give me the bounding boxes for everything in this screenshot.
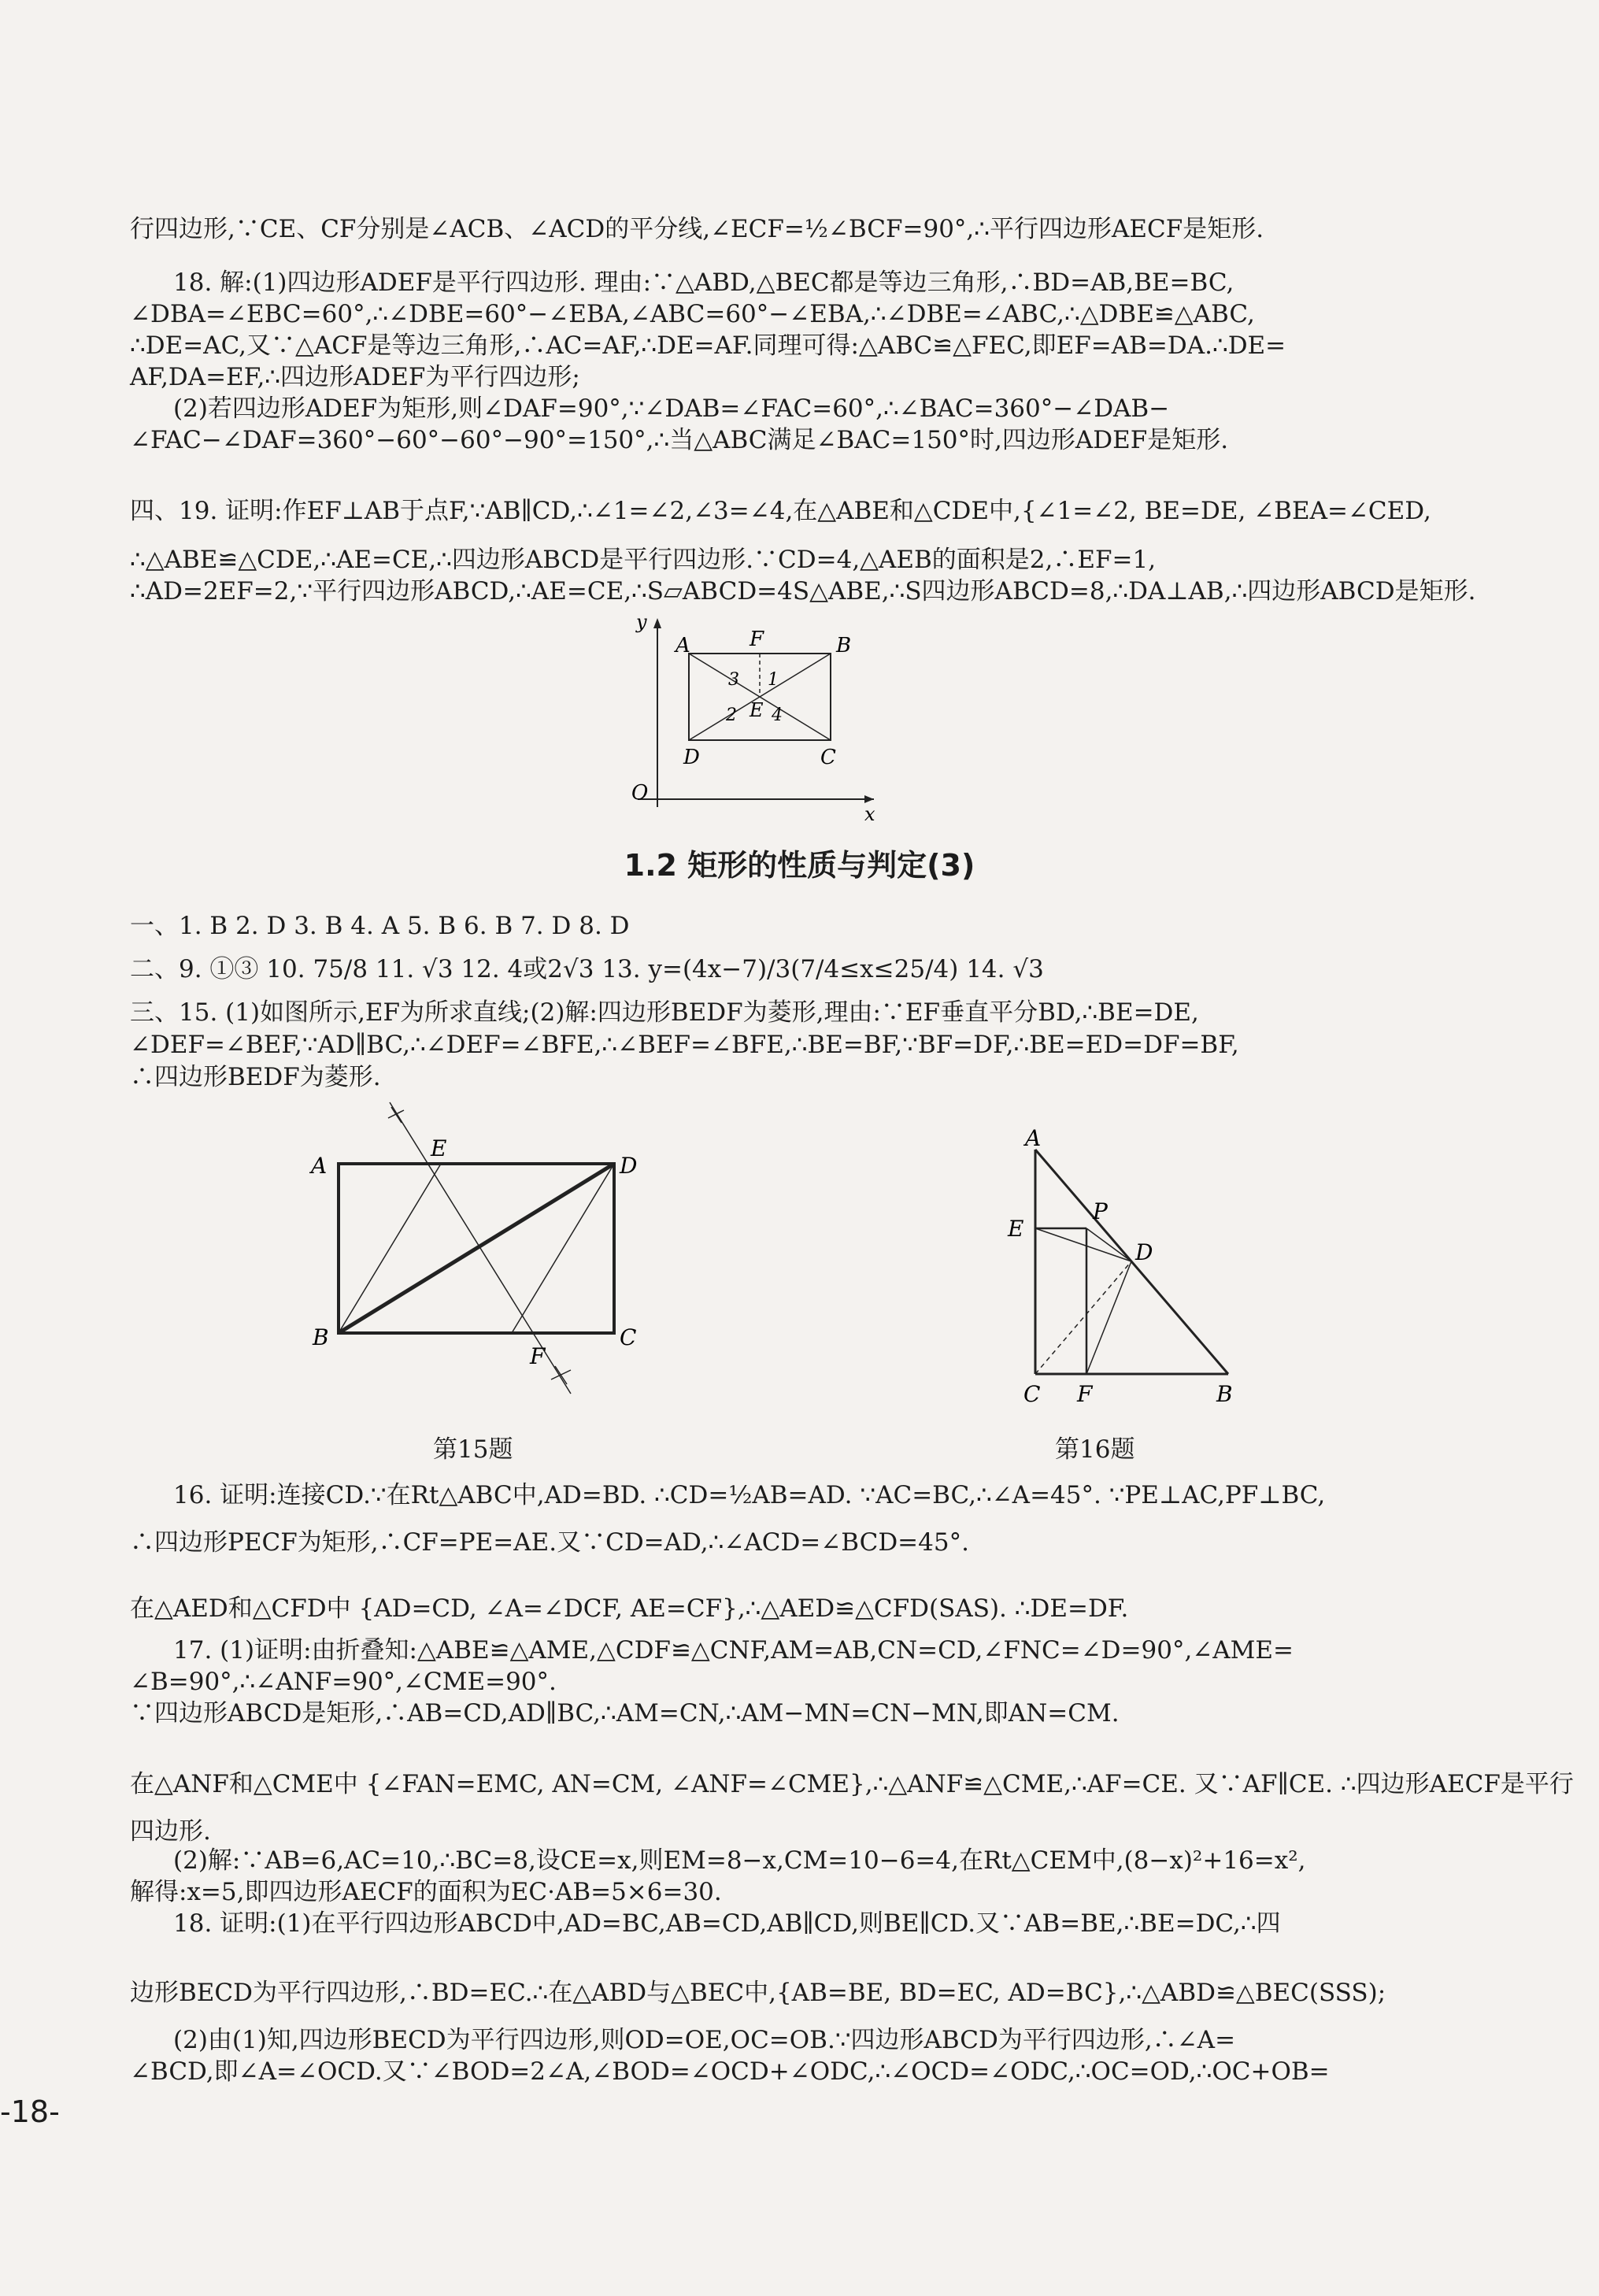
text-line: 18. 证明:(1)在平行四边形ABCD中,AD=BC,AB=CD,AB∥CD,则BE∥CD.又∵AB=BE,∴BE=DC,∴四 (173, 1909, 1281, 1938)
label-D: D (683, 746, 700, 769)
text-line: 四边形. (130, 1817, 211, 1846)
text-line: ∠DBA=∠EBC=60°,∴∠DBE=60°−∠EBA,∠ABC=60°−∠EBA,∴∠DBE=∠ABC,∴△DBE≌△ABC, (130, 300, 1255, 328)
text-line: ∴四边形PECF为矩形,∴CF=PE=AE.又∵CD=AD,∴∠ACD=∠BCD=45°. (130, 1528, 969, 1557)
label-C: C (1023, 1381, 1041, 1407)
text-line: 四、19. 证明:作EF⊥AB于点F,∵AB∥CD,∴∠1=∠2,∠3=∠4,在△ABE和△CDE中,{∠1=∠2, BE=DE, ∠BEA=∠CED, (130, 497, 1431, 525)
label-A: A (676, 634, 690, 657)
text-line: 在△AED和△CFD中 {AD=CD, ∠A=∠DCF, AE=CF},∴△AED≌△CFD(SAS). ∴DE=DF. (130, 1594, 1129, 1623)
text-line: AF,DA=EF,∴四边形ADEF为平行四边形; (130, 363, 580, 391)
label-4: 4 (772, 705, 783, 725)
text-line: 一、1. B 2. D 3. B 4. A 5. B 6. B 7. D 8. D (130, 912, 630, 940)
label-B: B (1216, 1381, 1233, 1407)
text-line: ∴△ABE≌△CDE,∴AE=CE,∴四边形ABCD是平行四边形.∵CD=4,△AEB的面积是2,∴EF=1, (130, 546, 1157, 574)
caption-fig15: 第15题 (433, 1435, 513, 1464)
text-line: 行四边形,∵CE、CF分别是∠ACB、∠ACD的平分线,∠ECF=½∠BCF=90°,∴平行四边形AECF是矩形. (130, 215, 1264, 243)
text-line: (2)解:∵AB=6,AC=10,∴BC=8,设CE=x,则EM=8−x,CM=10−6=4,在Rt△CEM中,(8−x)²+16=x², (173, 1846, 1306, 1875)
text-line: ∠B=90°,∴∠ANF=90°,∠CME=90°. (130, 1668, 557, 1696)
text-line: ∵四边形ABCD是矩形,∴AB=CD,AD∥BC,∴AM=CN,∴AM−MN=CN−MN,即AN=CM. (130, 1699, 1120, 1728)
text-line: ∴四边形BEDF为菱形. (130, 1063, 381, 1091)
text-line: 17. (1)证明:由折叠知:△ABE≌△AME,△CDF≌△CNF,AM=AB,CN=CD,∠FNC=∠D=90°,∠AME= (173, 1636, 1294, 1665)
text-line: 在△ANF和△CME中 {∠FAN=EMC, AN=CM, ∠ANF=∠CME},∴△ANF≌△CME,∴AF=CE. 又∵AF∥CE. ∴四边形AECF是平行 (130, 1770, 1574, 1798)
text-line: 三、15. (1)如图所示,EF为所求直线;(2)解:四边形BEDF为菱形,理由:∵EF垂直平分BD,∴BE=DE, (130, 998, 1199, 1027)
label-F: F (1077, 1381, 1093, 1407)
text-line: 18. 解:(1)四边形ADEF是平行四边形. 理由:∵△ABD,△BEC都是等边三角形,∴BD=AB,BE=BC, (173, 268, 1234, 297)
text-line: ∠FAC−∠DAF=360°−60°−60°−90°=150°,∴当△ABC满足∠BAC=150°时,四边形ADEF是矩形. (130, 426, 1229, 454)
section-title: 1.2 矩形的性质与判定(3) (624, 848, 975, 883)
label-F: F (750, 628, 764, 651)
label-C: C (820, 746, 836, 769)
text-line: (2)由(1)知,四边形BECD为平行四边形,则OD=OE,OC=OB.∵四边形ABCD为平行四边形,∴∠A= (173, 2026, 1236, 2054)
text-line: ∴AD=2EF=2,∵平行四边形ABCD,∴AE=CE,∴S▱ABCD=4S△ABE,∴S四边形ABCD=8,∴DA⊥AB,∴四边形ABCD是矩形. (130, 577, 1476, 605)
figure-coordinate-rectangle (614, 606, 898, 825)
figure-16 (1000, 1126, 1260, 1417)
label-C: C (620, 1324, 637, 1350)
label-P: P (1093, 1198, 1108, 1224)
label-D: D (620, 1153, 638, 1179)
label-A: A (1025, 1125, 1042, 1151)
label-2: 2 (726, 705, 737, 725)
text-line: 解得:x=5,即四边形AECF的面积为EC·AB=5×6=30. (130, 1878, 722, 1906)
figure-15 (303, 1094, 665, 1394)
label-y: y (636, 611, 647, 633)
label-O: O (631, 781, 649, 805)
label-E: E (431, 1135, 447, 1161)
label-E: E (1008, 1216, 1024, 1242)
page-number: -18- (0, 2094, 60, 2129)
label-A: A (311, 1153, 328, 1179)
text-line: ∠DEF=∠BEF,∵AD∥BC,∴∠DEF=∠BFE,∴∠BEF=∠BFE,∴BE=BF,∵BF=DF,∴BE=ED=DF=BF, (130, 1031, 1239, 1059)
label-x: x (864, 803, 875, 825)
caption-fig16: 第16题 (1055, 1435, 1135, 1464)
text-line: 边形BECD为平行四边形,∴BD=EC.∴在△ABD与△BEC中,{AB=BE, BD=EC, AD=BC},∴△ABD≌△BEC(SSS); (130, 1979, 1386, 2007)
label-D: D (1135, 1239, 1153, 1265)
label-F: F (530, 1343, 546, 1369)
label-B: B (313, 1324, 329, 1350)
text-line: 16. 证明:连接CD.∵在Rt△ABC中,AD=BD. ∴CD=½AB=AD. ∵AC=BC,∴∠A=45°. ∵PE⊥AC,PF⊥BC, (173, 1481, 1326, 1509)
label-B: B (836, 634, 852, 657)
label-E: E (750, 699, 764, 721)
text-line: (2)若四边形ADEF为矩形,则∠DAF=90°,∵∠DAB=∠FAC=60°,∴∠BAC=360°−∠DAB− (173, 394, 1170, 423)
text-line: ∠BCD,即∠A=∠OCD.又∵∠BOD=2∠A,∠BOD=∠OCD+∠ODC,∴∠OCD=∠ODC,∴OC=OD,∴OC+OB= (130, 2057, 1330, 2086)
text-line: 二、9. ①③ 10. 75/8 11. √3 12. 4或2√3 13. y=(4x−7)/3(7/4≤x≤25/4) 14. √3 (130, 955, 1044, 983)
label-1: 1 (768, 670, 779, 690)
text-line: ∴DE=AC,又∵△ACF是等边三角形,∴AC=AF,∴DE=AF.同理可得:△ABC≌△FEC,即EF=AB=DA.∴DE= (130, 331, 1286, 360)
label-3: 3 (728, 670, 739, 690)
